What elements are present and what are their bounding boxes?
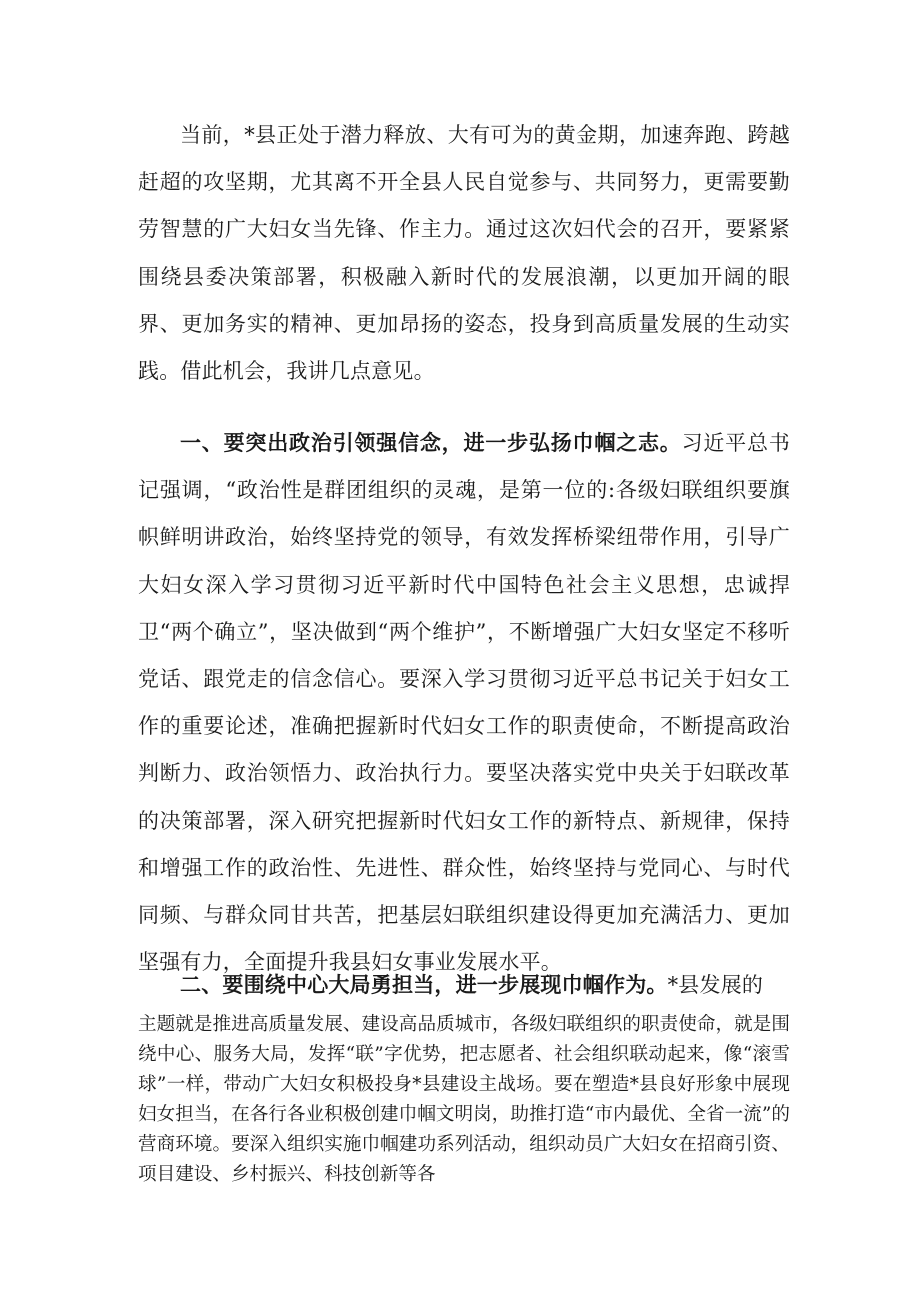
intro-paragraph: 当前，*县正处于潜力释放、大有可为的黄金期，加速奔跑、跨越赶超的攻坚期，尤其离不开全县人民自觉参与、共同努力，更需要勤劳智慧的广大妇女当先锋、作主力。通过这次妇代会的召开，要紧紧围绕县委决策部署，积极融入新时代的发展浪潮，以更加开阔的眼界、更加务实的精神、更加昂扬的姿态，投身到高质量发展的生动实践。借此机会，我讲几点意见。	[138, 123, 790, 384]
section-2-body-start: *县发展的	[667, 973, 764, 997]
section-1-paragraph	[138, 419, 790, 986]
section-2-paragraph	[138, 961, 790, 1009]
section-2-body-continued: 主题就是推进高质量发展、建设高品质城市，各级妇联组织的职责使命，就是围绕中心、服务大局，发挥“联”字优势，把志愿者、社会组织联动起来，像“滚雪球”一样，带动广大妇女积极投身*县建设主战场。要在塑造*县良好形象中展现妇女担当，在各行各业积极创建巾帼文明岗，助推打造“市内最优、全省一流”的营商环境。要深入组织实施巾帼建功系列活动，组织动员广大妇女在招商引资、项目建设、乡村振兴、科技创新等各	[138, 1014, 790, 1185]
section-1-body: 习近平总书记强调，“政治性是群团组织的灵魂，是第一位的:各级妇联组织要旗帜鲜明讲政治，始终坚持党的领导，有效发挥桥梁纽带作用，引导广大妇女深入学习贯彻习近平新时代中国特色社会主义思想，忠诚捍卫“两个确立”，坚决做到“两个维护”，不断增强广大妇女坚定不移听党话、跟党走的信念信心。要深入学习贯彻习近平总书记关于妇女工作的重要论述，准确把握新时代妇女工作的职责使命，不断提高政治判断力、政治领悟力、政治执行力。要坚决落实党中央关于妇联改革的决策部署，深入研究把握新时代妇女工作的新特点、新规律，保持和增强工作的政治性、先进性、群众性，始终坚持与党同心、与时代同频、与群众同甘共苦，把基层妇联组织建设得更加充满活力、更加坚强有力，全面提升我县妇女事业发展水平。	[138, 431, 790, 975]
section-1-heading: 一、要突出政治引领强信念，进一步弘扬巾帼之志。	[180, 430, 682, 455]
section-2-heading: 二、要围绕中心大局勇担当，进一步展现巾帼作为。	[180, 972, 668, 997]
